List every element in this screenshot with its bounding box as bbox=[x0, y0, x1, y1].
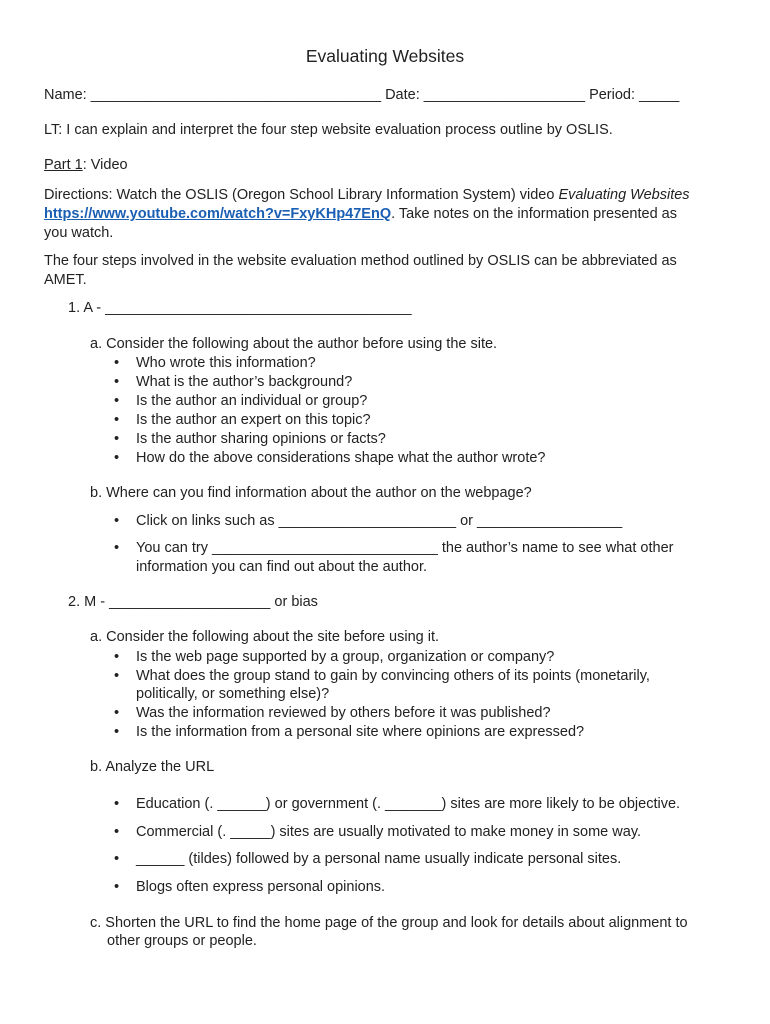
part1-suffix: : Video bbox=[82, 157, 128, 173]
step1-a-heading: a. Consider the following about the author before using the site. bbox=[90, 336, 498, 352]
directions-line-1 bbox=[44, 186, 690, 205]
step2-c-line-1: c. Shorten the URL to find the home page of the group and look for details about alignment to bbox=[90, 915, 688, 931]
part1-heading bbox=[44, 156, 128, 175]
directions-text-2: . Take notes on the information presented as bbox=[391, 206, 677, 222]
learning-target: LT: I can explain and interpret the four step website evaluation process outline by OSLIS. bbox=[44, 122, 613, 138]
list-item: • Education (. ______) or government (. _______) sites are more likely to be objective. bbox=[136, 795, 680, 814]
list-item: • Is the author sharing opinions or facts? bbox=[136, 430, 386, 449]
list-item-continuation: information you can find out about the author. bbox=[136, 559, 428, 575]
step2-b-heading: b. Analyze the URL bbox=[90, 759, 215, 775]
list-item: • ______ (tildes) followed by a personal name usually indicate personal sites. bbox=[136, 850, 621, 869]
list-item: • Was the information reviewed by others before it was published? bbox=[136, 704, 551, 723]
part1-label: Part 1 bbox=[44, 157, 83, 173]
list-item: • Is the information from a personal site where opinions are expressed? bbox=[136, 723, 584, 742]
list-item-continuation: politically, or something else)? bbox=[136, 686, 330, 702]
video-title: Evaluating Websites bbox=[558, 187, 690, 203]
name-date-period-line: Name: ____________________________________ Date: ____________________ Period: _____ bbox=[44, 87, 680, 103]
step1-heading: 1. A - ______________________________________ bbox=[68, 300, 412, 316]
list-item: • Click on links such as ______________________ or __________________ bbox=[136, 512, 622, 531]
step1-b-heading: b. Where can you find information about the author on the webpage? bbox=[90, 485, 532, 501]
list-item: • What is the author’s background? bbox=[136, 373, 352, 392]
list-item: • You can try ____________________________ the author’s name to see what other bbox=[136, 539, 673, 558]
video-link[interactable]: https://www.youtube.com/watch?v=FxyKHp47EnQ bbox=[44, 206, 392, 222]
list-item: • Is the web page supported by a group, organization or company? bbox=[136, 648, 554, 667]
step2-c-line-2: other groups or people. bbox=[107, 933, 257, 949]
directions-line-2 bbox=[44, 205, 677, 224]
list-item: • Blogs often express personal opinions. bbox=[136, 878, 385, 897]
list-item: • Commercial (. _____) sites are usually motivated to make money in some way. bbox=[136, 823, 641, 842]
list-item: • Who wrote this information? bbox=[136, 354, 316, 373]
list-item: • Is the author an expert on this topic? bbox=[136, 411, 371, 430]
list-item: • Is the author an individual or group? bbox=[136, 392, 367, 411]
four-steps-line-2: AMET. bbox=[44, 272, 87, 288]
page-title: Evaluating Websites bbox=[305, 46, 465, 66]
list-item: • What does the group stand to gain by convincing others of its points (monetarily, bbox=[136, 667, 650, 686]
step2-heading: 2. M - ____________________ or bias bbox=[68, 594, 318, 610]
step2-a-heading: a. Consider the following about the site before using it. bbox=[90, 629, 440, 645]
directions-line-3: you watch. bbox=[44, 225, 114, 241]
list-item: • How do the above considerations shape what the author wrote? bbox=[136, 449, 545, 468]
directions-text: Directions: Watch the OSLIS (Oregon School Library Information System) video bbox=[44, 187, 559, 203]
four-steps-line-1: The four steps involved in the website evaluation method outlined by OSLIS can be abbreviated as bbox=[44, 253, 677, 269]
